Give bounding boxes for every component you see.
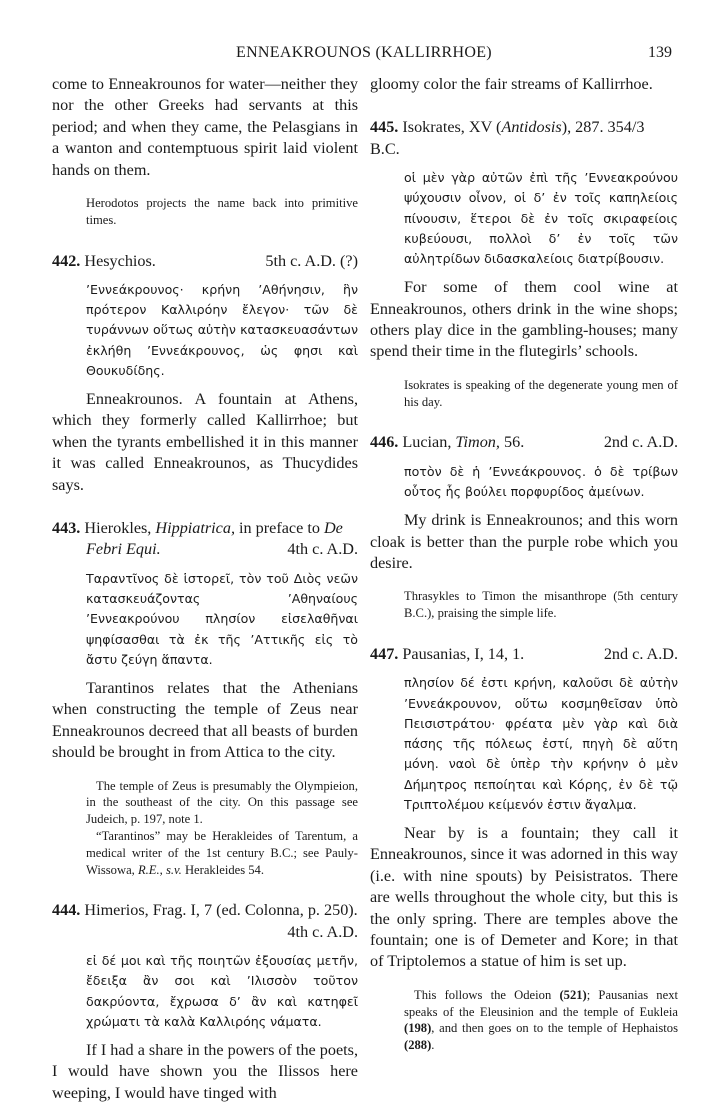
commentary-text: Thrasykles to Timon the misanthrope (5th century B.C.), praising the simple life. [404, 589, 678, 621]
entry-444 [52, 900, 358, 1104]
entry-445 [370, 117, 678, 410]
translation-text: Tarantinos relates that the Athenians when constructing the temple of Zeus near Enneakrounos decreed that all beasts of burden should be brought in from Attica to the city. [52, 678, 358, 762]
translation-text: Enneakrounos. A fountain at Athens, which they formerly called Kallirrhoe; but when the tyrants embellished it in this manner it was called Enneakrounos, as Thucydides says. [52, 390, 358, 494]
entry-447 [370, 644, 678, 1054]
commentary-note [86, 195, 358, 229]
commentary-part-4: . [431, 1038, 435, 1053]
entry-source-title-2: De Febri Equi. [86, 519, 343, 559]
greek-text: ποτὸν δὲ ἡ ’Εννεάκρουνος. ὁ δὲ τρίβων οὗτος ἧς βούλει πορφυρίδος ἀμείνων. [404, 463, 678, 500]
cross-reference: (521) [559, 987, 587, 1002]
running-head [0, 44, 725, 68]
commentary-part: “Tarantinos” may be Herakleides of Tarentum, a medical writer of the 1st century B.C.; see Pauly-Wissowa, [86, 828, 358, 877]
commentary-part-2: Herakleides 54. [181, 862, 264, 877]
commentary-text-2 [86, 828, 358, 878]
entry-446 [370, 432, 678, 622]
entry-source-cont: in preface to [235, 519, 324, 538]
entry-source-title: Antidosis [501, 118, 562, 137]
entry-date: 4th c. A.D. [287, 540, 358, 559]
page-number: 139 [648, 44, 672, 61]
entry-date: 4th c. A.D. [287, 922, 358, 941]
entry-heading [52, 900, 358, 943]
commentary-note [404, 588, 678, 622]
greek-text: οἱ μὲν γὰρ αὐτῶν ἐπὶ τῆς ’Εννεακρούνου ψύχουσιν οἶνον, οἱ δ’ ἐν τοῖς καπηλείοις πίνουσιν, ἕτεροι δὲ ἐν τοῖς σκιραφείοις κυβεύουσι, πολλοὶ δ’ ἐν τοῖς τῶν αὐλητρίδων διδασκαλείοις διατρίβουσιν. [404, 170, 678, 267]
entry-heading [52, 251, 358, 272]
greek-text: εἰ δέ μοι καὶ τῆς ποιητῶν ἐξουσίας μετῆν, ἔδειξα ἂν σοι καὶ ’Ιλισσὸν τοῦτον δακρύοντα, ἔχρωσα δ’ ἂν καὶ κατηφεῖ χρώματι τὰ καλὰ Καλλιρόης νάματα. [86, 953, 358, 1029]
entry-number: 443. [52, 519, 81, 538]
greek-text: πλησίον δέ ἐστι κρήνη, καλοῦσι δὲ αὐτὴν ’Εννεάκρουνον, οὕτω κοσμηθεῖσαν ὑπὸ Πεισιστράτου· φρέατα μὲν γὰρ καὶ διὰ πάσης τῆς πόλεως ἐστί, πηγὴ δὲ αὕτη μόνη. ναοὶ δὲ ὑπὲρ τὴν κρήνην ὁ μὲν Δήμητρος πεποίηται καὶ Κόρης, ἐν δὲ τῷ Τριπτολέμου κείμενόν ἐστιν ἄγαλμα. [404, 675, 678, 812]
cross-reference-2: (198) [404, 1021, 432, 1036]
cross-reference-3: (288) [404, 1038, 432, 1053]
commentary-part-3: , and then goes on to the temple of Hephaistos [431, 1021, 678, 1036]
greek-text: Ταραντῖνος δὲ ἱστορεῖ, τὸν τοῦ Διὸς νεῶν κατασκευάζοντας ’Αθηναίους ’Εννεακρούνου πλησίον εἰσελαθῆναι ψηφίσασθαι τὰ ἐκ τῆς ’Αττικῆς εἰς τὸ ἄστυ ζεύγη ἅπαντα. [86, 570, 358, 667]
commentary-text: The temple of Zeus is presumably the Olympieion, in the southeast of the city. On this passage see Judeich, p. 197, note 1. [86, 778, 358, 827]
right-column [370, 74, 678, 1054]
entry-heading [370, 644, 678, 665]
entry-number: 442. [52, 251, 81, 270]
entry-date: 2nd c. A.D. [603, 645, 678, 664]
commentary-note [86, 778, 358, 879]
entry-443 [52, 518, 358, 878]
commentary-part: This follows the Odeion [414, 987, 560, 1002]
entry-source: Hierokles, [84, 519, 156, 538]
entry-number: 444. [52, 901, 81, 920]
commentary-note [404, 987, 678, 1054]
entry-source-cont: ), 287. 354/3 B.C. [370, 118, 645, 158]
entry-heading [370, 432, 678, 453]
entry-heading [52, 518, 358, 561]
entry-heading [370, 117, 678, 160]
entry-number: 446. [370, 433, 399, 452]
entry-date: 2nd c. A.D. [603, 433, 678, 452]
commentary-text [404, 987, 678, 1054]
commentary-text: Isokrates is speaking of the degenerate young men of his day. [404, 377, 678, 409]
entry-source: Isokrates, XV ( [402, 118, 502, 137]
translation-text: If I had a share in the powers of the poets, I would have shown you the Ilissos here weeping, I would have tinged with [52, 1040, 358, 1102]
left-column [52, 74, 358, 1104]
entry-source-title: Hippiatrica, [155, 519, 235, 538]
continuation-text: gloomy color the fair streams of Kallirrhoe. [370, 75, 653, 93]
commentary-part-2: ; Pausanias next speaks of the Eleusinion and the temple of Eukleia [404, 987, 678, 1019]
entry-source: Pausanias, I, 14, 1. [402, 645, 525, 664]
translation-text: My drink is Enneakrounos; and this worn cloak is better than the purple robe which you desire. [370, 511, 678, 573]
translation-text: Near by is a fountain; they call it Enneakrounos, since it was adorned in this way (i.e. with nine spouts) by Peisistratos. There are wells throughout the whole city, but this is the only spring. There are temples above the fountain; one is of Demeter and Kore; in that of Triptolemos a statue of him is set up. [370, 823, 678, 971]
greek-text: ’Εννεάκρουνος· κρήνη ’Αθήνησιν, ἣν πρότερον Καλλιρόην ἔλεγον· τῶν δὲ τυράννων οὕτως αὐτὴν κατασκευασάντων ἐκλήθη ’Εννεάκρουνος, ὡς φησι καὶ Θουκυδίδης. [86, 282, 358, 378]
entry-source-title: Timon, [455, 433, 500, 452]
commentary-citation: R.E., s.v. [137, 862, 182, 877]
continuation-text: come to Enneakrounos for water—neither they nor the other Greeks had servants at this period; and when they came, the Pelasgians in a wanton and contemptuous spirit laid violent hands on them. [52, 75, 358, 179]
entry-source: Himerios, Frag. I, 7 (ed. Colonna, p. 250). [84, 901, 358, 920]
entry-source: Lucian, [402, 433, 456, 452]
entry-source: Hesychios. [84, 251, 156, 270]
entry-442 [52, 251, 358, 496]
commentary-note [404, 377, 678, 411]
entry-number: 445. [370, 118, 399, 137]
commentary-text: Herodotos projects the name back into primitive times. [86, 196, 358, 227]
running-title: ENNEAKROUNOS (KALLIRRHOE) [236, 44, 492, 61]
entry-source-cont: 56. [499, 433, 525, 452]
entry-date: 5th c. A.D. (?) [265, 251, 358, 270]
entry-number: 447. [370, 645, 399, 664]
translation-text: For some of them cool wine at Enneakrounos, others drink in the wine shops; others play dice in the gambling-houses; many spend their time in the flutegirls’ schools. [370, 278, 678, 361]
